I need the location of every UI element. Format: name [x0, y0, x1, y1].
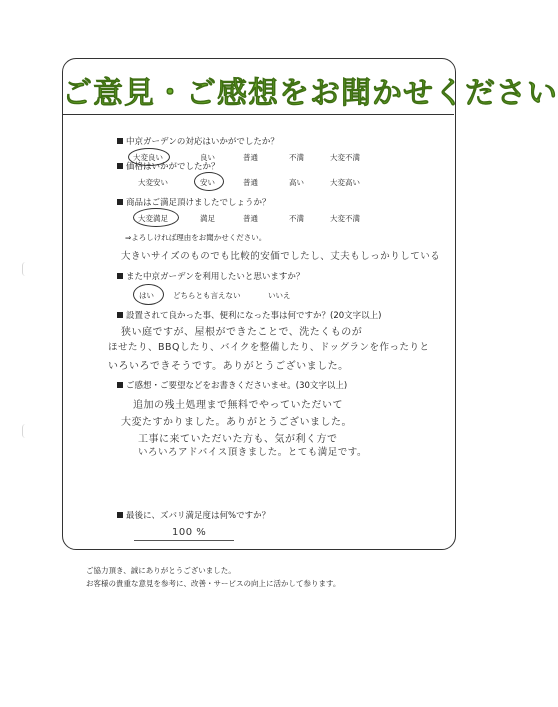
question-7-label: 最後に、ズバリ満足度は何%ですか？ [126, 511, 271, 521]
q5-answer-line-2: ほせたり、BBQしたり、バイクを整備したり、ドッグランを作ったりと [108, 342, 430, 353]
q3-option-3[interactable]: 普通 [243, 214, 258, 223]
question-4 [117, 270, 304, 282]
selected-circle-mark [133, 208, 179, 227]
q5-answer-line-1: 狭い庭ですが、屋根ができたことで、洗たくものが [121, 327, 363, 338]
square-bullet-icon [117, 512, 123, 518]
binder-hole-mark [22, 262, 29, 276]
q2-option-5[interactable]: 大変高い [330, 178, 360, 187]
square-bullet-icon [117, 312, 123, 318]
title-box [62, 58, 558, 115]
survey-frame [62, 58, 558, 550]
question-1 [117, 135, 279, 147]
q4-option-3[interactable]: いいえ [268, 291, 291, 300]
q6-answer-line-2: 大変たすかりました。ありがとうございました。 [121, 417, 352, 428]
question-4-label: また中京ガーデンを利用したいと思いますか？ [126, 272, 305, 282]
question-3 [117, 196, 271, 208]
question-3-options [133, 213, 433, 225]
square-bullet-icon [117, 273, 123, 279]
answer-underline [134, 540, 234, 541]
q6-answer-line-1: 追加の残土処理まで無料でやっていただいて [133, 400, 343, 411]
q3-option-1[interactable]: 大変満足 [138, 214, 168, 223]
q2-option-1[interactable]: 大変安い [138, 178, 168, 187]
q1-option-3[interactable]: 普通 [243, 153, 258, 162]
footer-note: お客様の貴重な意見を参考に、改善・サービスの向上に活かして参ります。 [86, 579, 341, 588]
page-title: ご意見・ご感想をお聞かせください [62, 76, 558, 111]
question-5 [117, 309, 381, 321]
q4-option-1[interactable]: はい [139, 291, 154, 300]
q1-option-5[interactable]: 大変不満 [330, 153, 360, 162]
q3-option-4[interactable]: 不満 [289, 214, 304, 223]
question-3-label: 商品はご満足頂けましたでしょうか？ [126, 198, 271, 208]
question-5-label: 設置されて良かった事、便利になった事は何ですか？(20文字以上) [126, 311, 382, 321]
q2-option-3[interactable]: 普通 [243, 178, 258, 187]
square-bullet-icon [117, 382, 123, 388]
q1-option-1[interactable]: 大変良い [133, 153, 163, 162]
question-6 [117, 379, 347, 391]
question-2 [117, 160, 220, 172]
q6-answer-line-4: いろいろアドバイス頂きました。とても満足です。 [138, 447, 367, 458]
question-7 [117, 509, 270, 521]
question-4-options [133, 290, 433, 302]
footer-thanks: ご協力頂き、誠にありがとうございました。 [86, 566, 236, 575]
q3-option-5[interactable]: 大変不満 [330, 214, 360, 223]
question-1-label: 中京ガーデンの対応はいかがでしたか？ [126, 137, 279, 147]
selected-circle-mark [133, 284, 164, 305]
q2-option-2[interactable]: 安い [200, 178, 215, 187]
satisfaction-answer: 100 % [172, 527, 207, 538]
square-bullet-icon [117, 163, 123, 169]
q1-option-4[interactable]: 不満 [289, 153, 304, 162]
binder-hole-mark [22, 424, 29, 438]
q1-option-2[interactable]: 良い [200, 153, 215, 162]
q2-option-4[interactable]: 高い [289, 178, 304, 187]
q5-answer-line-3: いろいろできそうです。ありがとうございました。 [108, 361, 349, 372]
reason-prompt: ⇒よろしければ理由をお聞かせください。 [125, 233, 267, 242]
q6-answer-line-3: 工事に来ていただいた方も、気が利く方で [138, 434, 338, 445]
square-bullet-icon [117, 138, 123, 144]
question-2-label: 価格はいかがでしたか？ [126, 162, 220, 172]
square-bullet-icon [117, 199, 123, 205]
question-6-label: ご感想・ご要望などをお書きくださいませ。(30文字以上) [126, 381, 348, 391]
q4-option-2[interactable]: どちらとも言えない [173, 291, 241, 300]
q3-option-2[interactable]: 満足 [200, 214, 215, 223]
selected-circle-mark [194, 172, 224, 191]
question-2-options [133, 177, 433, 189]
reason-answer: 大きいサイズのものでも比較的安価でしたし、丈夫もしっかりしている [121, 251, 441, 262]
